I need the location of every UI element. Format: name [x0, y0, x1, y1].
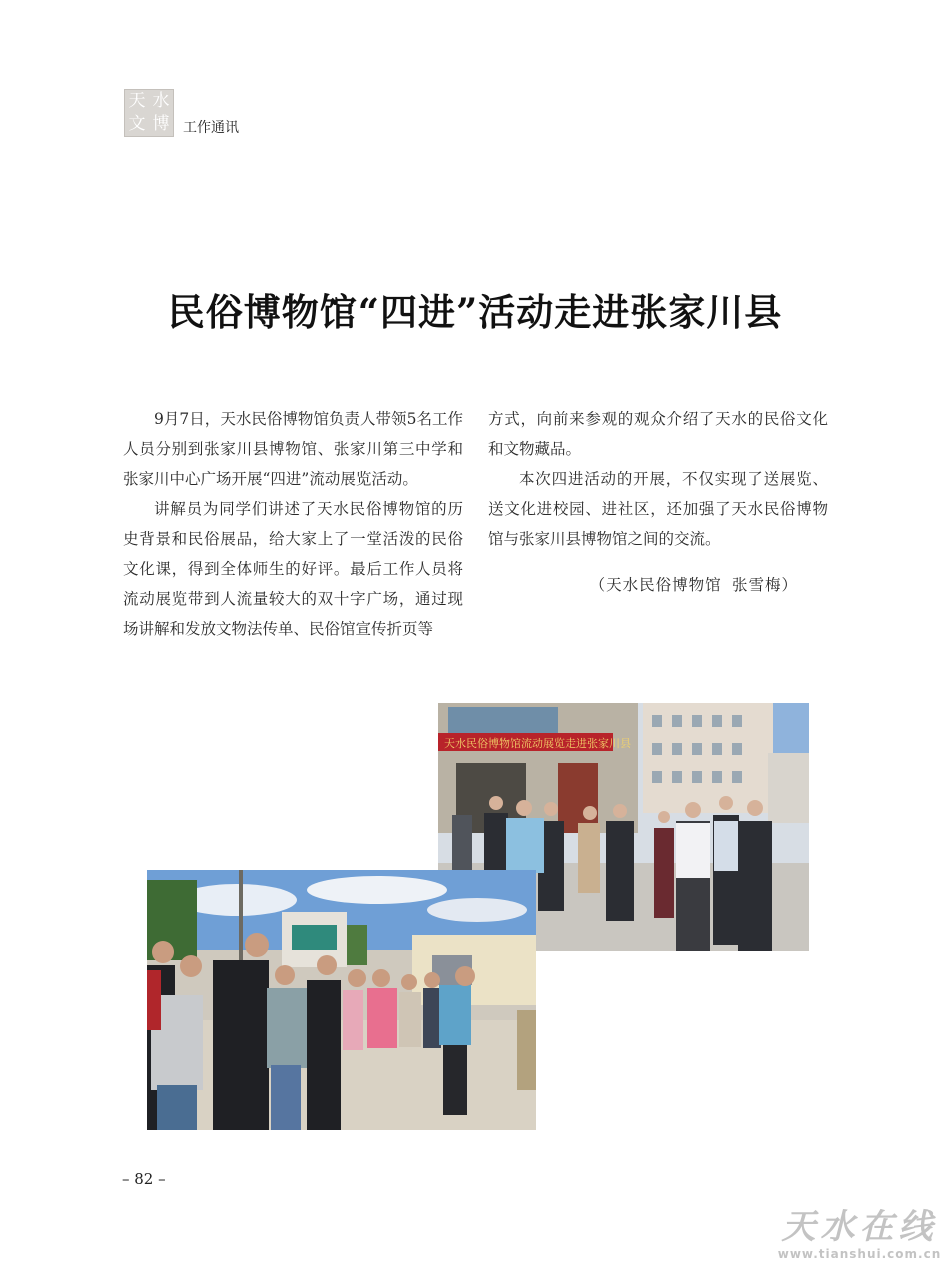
- byline: （天水民俗博物馆 张雪梅）: [589, 576, 798, 594]
- article-column-right: [488, 404, 828, 600]
- magazine-logo: [124, 89, 174, 137]
- logo-char: 文: [128, 114, 146, 134]
- logo-char: 天: [128, 91, 146, 111]
- site-watermark: [772, 1205, 947, 1261]
- paragraph: 讲解员为同学们讲述了天水民俗博物馆的历史背景和民俗展品，给大家上了一堂活泼的民俗文化课，得到全体师生的好评。最后工作人员将流动展览带到人流量较大的双十字广场，通过现场讲解和发放文物法传单、民俗馆宣传折页等: [123, 500, 463, 638]
- watermark-url: www.tianshui.com.cn: [777, 1247, 942, 1261]
- article-title: 民俗博物馆“四进”活动走进张家川县: [167, 290, 783, 334]
- logo-char: 博: [152, 114, 170, 134]
- photo-school-lecture-image: [147, 870, 536, 1130]
- paragraph: 本次四进活动的开展，不仅实现了送展览、送文化进校园、进社区，还加强了天水民俗博物馆与张家川县博物馆之间的交流。: [488, 470, 828, 548]
- photo-banner-text: 天水民俗博物馆流动展览走进张家川县: [444, 737, 631, 750]
- section-label: 工作通讯: [183, 120, 239, 136]
- photo-school-lecture: [147, 870, 536, 1130]
- page-number: – 82 –: [122, 1170, 166, 1188]
- paragraph: 9月7日，天水民俗博物馆负责人带领5名工作人员分别到张家川县博物馆、张家川第三中学和张家川中心广场开展“四进”流动展览活动。: [123, 410, 463, 488]
- logo-char: 水: [152, 91, 170, 111]
- watermark-text: 天水在线: [781, 1207, 938, 1247]
- paragraph: 方式，向前来参观的观众介绍了天水的民俗文化和文物藏品。: [488, 410, 828, 458]
- article-column-left: [123, 404, 463, 644]
